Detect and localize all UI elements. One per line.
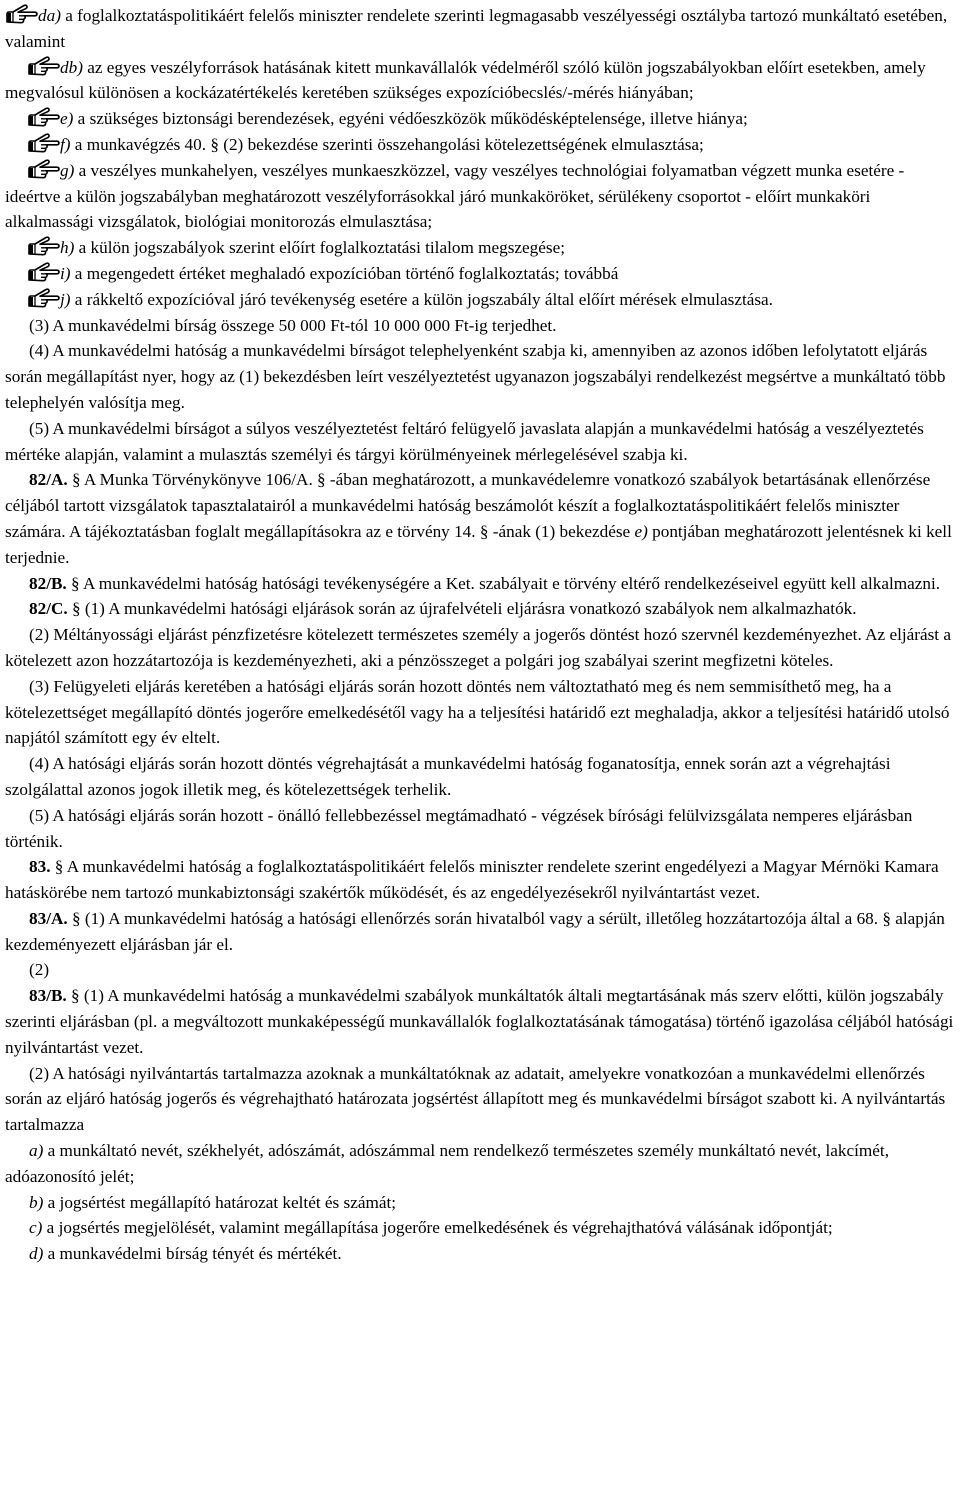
list-item-db: db) az egyes veszélyforrások hatásának kitett munkavállalók védelméről szóló külön jogszabályokban előírt esetekben, amely megvalósul különösen a kockázatértékelés keretében szükséges expozícióbecslés/-mérés hiányában;: [5, 57, 926, 103]
list-item-a: a) a munkáltató nevét, székhelyét, adószámát, adószámmal nem rendelkező természetes személy munkáltató nevét, lakcímét, adóazonosító jelét;: [5, 1141, 889, 1186]
paragraph: (5) A hatósági eljárás során hozott - önálló fellebbezéssel megtámadható - végzések bírósági felülvizsgálata nemperes eljárásban történik.: [5, 805, 913, 851]
paragraph-4: (4) A munkavédelmi hatóság a munkavédelmi bírságot telephelyenként szabja ki, amennyiben az azonos időben lefolytatott eljárás során megállapítást nyer, hogy az (1) bekezdésben leírt veszélyeztetést ugyanazon jogszabályi rendelkezést megsértve a munkáltató több telephelyén valósítja meg.: [5, 341, 946, 412]
section-number: 83/B.: [29, 986, 67, 1006]
pointing-hand-icon: [27, 159, 60, 179]
list-item-da: da) a foglalkoztatáspolitikáért felelős miniszter rendelete szerinti legmagasabb veszélyességi osztályba tartozó munkáltató esetében, valamint: [5, 6, 948, 51]
pointing-hand-icon: [5, 4, 38, 24]
section-number: 82/A.: [29, 470, 68, 490]
section-number: 83/A.: [29, 908, 68, 928]
section-82a: 82/A. § A Munka Törvénykönyve 106/A. § -ában meghatározott, a munkavédelemre vonatkozó szabályok betartásának ellenőrzése céljából tartott vizsgálatok tapasztalatairól a munkavédelmi hatóság beszámolót készít a foglalkoztatáspolitikáért felelős miniszter számára. A tájékoztatásban foglalt megállapításokra az e törvény 14. § -ának (1) bekezdése e) pontjában meghatározott jelentésnek ki kell terjednie.: [5, 470, 952, 567]
section-number: 83.: [29, 857, 51, 877]
paragraph: (2) Méltányossági eljárást pénzfizetésre kötelezett természetes személy a jogerős döntést hozó szervnél kezdeményezhet. Az eljárást a kötelezett azon hozzátartozója is kezdeményezheti, aki a pénzösszeget a polgári jog szabályai szerint megfizetni köteles.: [5, 625, 951, 670]
pointing-hand-icon: [27, 56, 60, 76]
section-number: 82/B.: [29, 573, 67, 593]
list-item-f: f) a munkavégzés 40. § (2) bekezdése szerinti összehangolási kötelezettségének elmulasztása;: [5, 132, 957, 158]
list-item-j: j) a rákkeltő expozícióval járó tevékenység esetére a külön jogszabály által előírt mérések elmulasztása.: [5, 287, 957, 313]
pointing-hand-icon: [27, 107, 60, 127]
paragraph: (3) Felügyeleti eljárás keretében a hatósági eljárás során hozott döntés nem változtatható meg és nem semmisíthető meg, ha a kötelezettséget megállapító döntés jogerőre emelkedésétől vagy ha a teljesítési határidő ezt meghaladja, akkor a teljesítési határidő utolsó napjától számított egy év eltelt.: [5, 676, 950, 748]
paragraph: (4) A hatósági eljárás során hozott döntés végrehajtását a munkavédelmi hatóság foganatosítja, ennek során azt a végrehajtási szolgálattal azonos jogok illetik meg, és kötelezettségek terhelik.: [5, 754, 891, 799]
section-83: 83. § A munkavédelmi hatóság a foglalkoztatáspolitikáért felelős miniszter rendelete szerint engedélyezi a Magyar Mérnöki Kamara hatáskörébe nem tartozó munkabiztonsági szakértők működését, és az engedélyezésekről nyilvántartást vezet.: [5, 857, 939, 903]
pointing-hand-icon: [27, 236, 60, 256]
pointing-hand-icon: [27, 133, 60, 153]
section-83a: 83/A. § (1) A munkavédelmi hatóság a hatósági ellenőrzés során hivatalból vagy a sérült, illetőleg hozzátartozója által a 68. § alapján kezdeményezett eljárásban jár el.: [5, 908, 945, 954]
list-item-g: g) a veszélyes munkahelyen, veszélyes munkaeszközzel, vagy veszélyes technológiai folyamatban végzett munka esetére - ideértve a külön jogszabályban meghatározott veszélyforrásokkal járó munkaköröket, sérülékeny csoportot - előírt munkaköri alkalmassági vizsgálatok, biológiai monitorozás elmulasztása;: [5, 160, 905, 232]
list-item-b: b) a jogsértést megállapító határozat keltét és számát;: [29, 1192, 397, 1212]
document-body: [5, 3, 957, 1267]
paragraph-5: (5) A munkavédelmi bírságot a súlyos veszélyeztetést feltáró felügyelő javaslata alapján a munkavédelmi hatóság a veszélyeztetés mértéke alapján, valamint a mulasztás személyi és tárgyi körülményeinek mérlegelésével szabja ki.: [5, 418, 924, 464]
list-item-e: e) a szükséges biztonsági berendezések, egyéni védőeszközök működésképtelensége, illetve hiánya;: [5, 106, 957, 132]
list-item-h: h) a külön jogszabályok szerint előírt foglalkoztatási tilalom megszegése;: [5, 235, 957, 261]
section-82c: 82/C. § (1) A munkavédelmi hatósági eljárások során az újrafelvételi eljárásra vonatkozó szabályok nem alkalmazhatók.: [29, 599, 857, 619]
paragraph-3: (3) A munkavédelmi bírság összege 50 000 Ft-tól 10 000 000 Ft-ig terjedhet.: [29, 315, 557, 335]
pointing-hand-icon: [27, 288, 60, 308]
paragraph: (2) A hatósági nyilvántartás tartalmazza azoknak a munkáltatóknak az adatait, amelyekre vonatkozóan a munkavédelmi ellenőrzés során az eljáró hatóság jogerős és végrehajtható határozata jogsértést állapított meg és munkavédelmi bírságot szabott ki. A nyilvántartás tartalmazza: [5, 1063, 946, 1135]
section-number: 82/C.: [29, 599, 68, 619]
section-82b: 82/B. § A munkavédelmi hatóság hatósági tevékenységére a Ket. szabályait e törvény eltérő rendelkezéseivel együtt kell alkalmazni.: [29, 573, 941, 593]
pointing-hand-icon: [27, 262, 60, 282]
list-item-d: d) a munkavédelmi bírság tényét és mértékét.: [29, 1244, 342, 1264]
paragraph: (2): [29, 960, 50, 980]
section-83b: 83/B. § (1) A munkavédelmi hatóság a munkavédelmi szabályok munkáltatók általi megtartásának más szerv előtti, külön jogszabály szerinti eljárásban (pl. a megváltozott munkaképességű munkavállalók foglalkoztatásának támogatása) történő igazolása céljából hatósági nyilvántartást vezet.: [5, 986, 954, 1057]
list-item-i: i) a megengedett értéket meghaladó expozícióban történő foglalkoztatás; továbbá: [5, 261, 957, 287]
list-item-c: c) a jogsértés megjelölését, valamint megállapítása jogerőre emelkedésének és végrehajthatóvá válásának időpontját;: [29, 1218, 833, 1238]
